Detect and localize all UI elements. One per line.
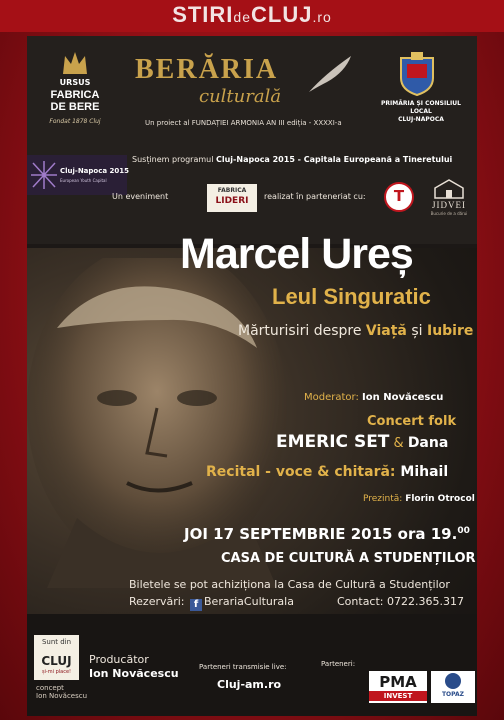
jidvei-name: JIDVEI — [432, 200, 466, 210]
topaz-logo — [431, 671, 475, 703]
recital-line — [206, 464, 448, 480]
partners-label: Parteneri: — [321, 660, 356, 668]
topaz-name: TOPAZ — [441, 691, 465, 698]
concept-label: concept — [36, 684, 64, 692]
theatre-logo — [384, 182, 414, 212]
cluj-2015-sub: European Youth Capital — [60, 178, 107, 183]
event-venue: CASA DE CULTURĂ A STUDENȚILOR — [221, 551, 476, 566]
presenter-line — [363, 494, 475, 504]
recital-label: Recital - voce & chitară: — [206, 464, 401, 480]
topaz-orb-icon — [445, 673, 461, 689]
city-crest-icon — [399, 50, 435, 96]
site-logo-part-a: STIRI — [172, 2, 234, 27]
pma-sub: INVEST — [369, 691, 427, 701]
site-logo-part-de: de — [233, 9, 251, 25]
theatre-logo-letter: T — [393, 187, 405, 205]
site-logo[interactable] — [0, 2, 504, 28]
sunt-cluj: CLUJ — [41, 654, 72, 668]
quill-icon — [305, 54, 355, 94]
sunt-din: Sunt din — [41, 638, 72, 646]
site-header — [0, 0, 504, 32]
emeric-set: EMERIC SET — [276, 432, 390, 452]
presenter-name: Florin Otrocol — [405, 494, 475, 504]
live-partner-cluj-am: Cluj-am.ro — [217, 678, 282, 691]
site-logo-part-b: CLUJ — [251, 2, 313, 27]
city-hall-line2: CLUJ-NAPOCA — [398, 116, 444, 123]
tagline-a: Mărturisiri despre — [238, 323, 366, 339]
city-hall-line1: PRIMĂRIA ȘI CONSILIUL LOCAL — [381, 100, 461, 115]
berarie-title: BERĂRIA — [135, 54, 279, 85]
event-poster — [27, 36, 477, 716]
sunt-place: și-mi place! — [41, 669, 72, 675]
moderator-name: Ion Novăcescu — [362, 392, 444, 403]
concert-folk-label: Concert folk — [367, 414, 457, 429]
pma-invest-logo — [369, 671, 427, 703]
event-tagline — [238, 323, 473, 339]
event-by-label: Un eveniment — [112, 192, 169, 201]
sunt-din-cluj-logo — [34, 635, 79, 680]
moderator-label: Moderator: — [304, 392, 363, 403]
event-subtitle: Leul Singuratic — [272, 284, 431, 309]
reservations-line — [129, 595, 294, 611]
lideri-name: LIDERI — [215, 196, 249, 206]
ursus-title — [39, 89, 111, 113]
presenter-label: Prezintă: — [363, 494, 406, 504]
jidvei-logo — [425, 178, 473, 218]
event-date-text: JOI 17 SEPTEMBRIE 2015 ora 19. — [184, 525, 458, 543]
pma-name: PMA — [379, 673, 417, 691]
moderator-line — [304, 392, 443, 403]
contact-phone: Contact: 0722.365.317 — [337, 595, 464, 608]
producer-name: Ion Novăcescu — [89, 667, 179, 680]
jidvei-sub: Bucurie de a dărui — [430, 211, 468, 216]
event-headliner: Marcel Ureș — [180, 230, 413, 278]
project-line: Un proiect al FUNDAȚIEI ARMONIA AN III ediția - XXXXI-a — [145, 119, 342, 127]
reservations-label: Rezervări: — [129, 595, 185, 608]
site-logo-part-ro: .ro — [312, 9, 332, 25]
ursus-tagline: Fondat 1878 Cluj — [49, 118, 101, 125]
tagline-b: Viață — [365, 323, 407, 339]
cluj-2015-logo — [27, 155, 130, 195]
castle-icon — [433, 178, 465, 200]
event-date — [184, 525, 470, 543]
performers-line — [276, 432, 448, 452]
support-prefix: Susținem programul — [132, 155, 216, 164]
cluj-2015-label: Cluj-Napoca 2015 — [60, 167, 130, 175]
facebook-page[interactable]: BerariaCulturala — [204, 595, 294, 608]
event-date-minutes: 00 — [457, 526, 470, 536]
ampersand: & — [389, 436, 408, 451]
city-hall-label — [371, 100, 471, 124]
support-line — [132, 155, 452, 164]
producer-label: Producător — [89, 653, 149, 666]
ursus-logo — [39, 48, 111, 130]
ursus-title-line1: FABRICA — [50, 89, 100, 101]
ursus-brand: URSUS — [59, 78, 91, 87]
concept-credit — [36, 684, 87, 700]
tagline-c: și — [406, 323, 427, 339]
support-program: Cluj-Napoca 2015 - Capitala Europeană a Tineretului — [216, 155, 453, 164]
youth-capital-icon — [31, 161, 57, 189]
berarie-subtitle: culturală — [199, 86, 282, 107]
tagline-d: Iubire — [426, 323, 474, 339]
ursus-title-line2: DE BERE — [50, 101, 100, 113]
producer-credit — [89, 653, 179, 681]
dana: Dana — [407, 435, 449, 451]
poster-footer — [27, 614, 477, 716]
concept-name: Ion Novăcescu — [36, 692, 88, 700]
live-partners-label: Parteneri transmisie live: — [199, 663, 287, 671]
tickets-info: Biletele se pot achiziționa la Casa de Cultură a Studenților — [129, 578, 450, 591]
recital-name: Mihail — [400, 464, 449, 480]
fabrica-lideri-logo — [207, 184, 257, 212]
crown-icon — [61, 48, 89, 78]
lideri-top: FABRICA — [217, 187, 247, 194]
facebook-icon: f — [190, 599, 202, 611]
partnership-label: realizat în parteneriat cu: — [264, 192, 366, 201]
